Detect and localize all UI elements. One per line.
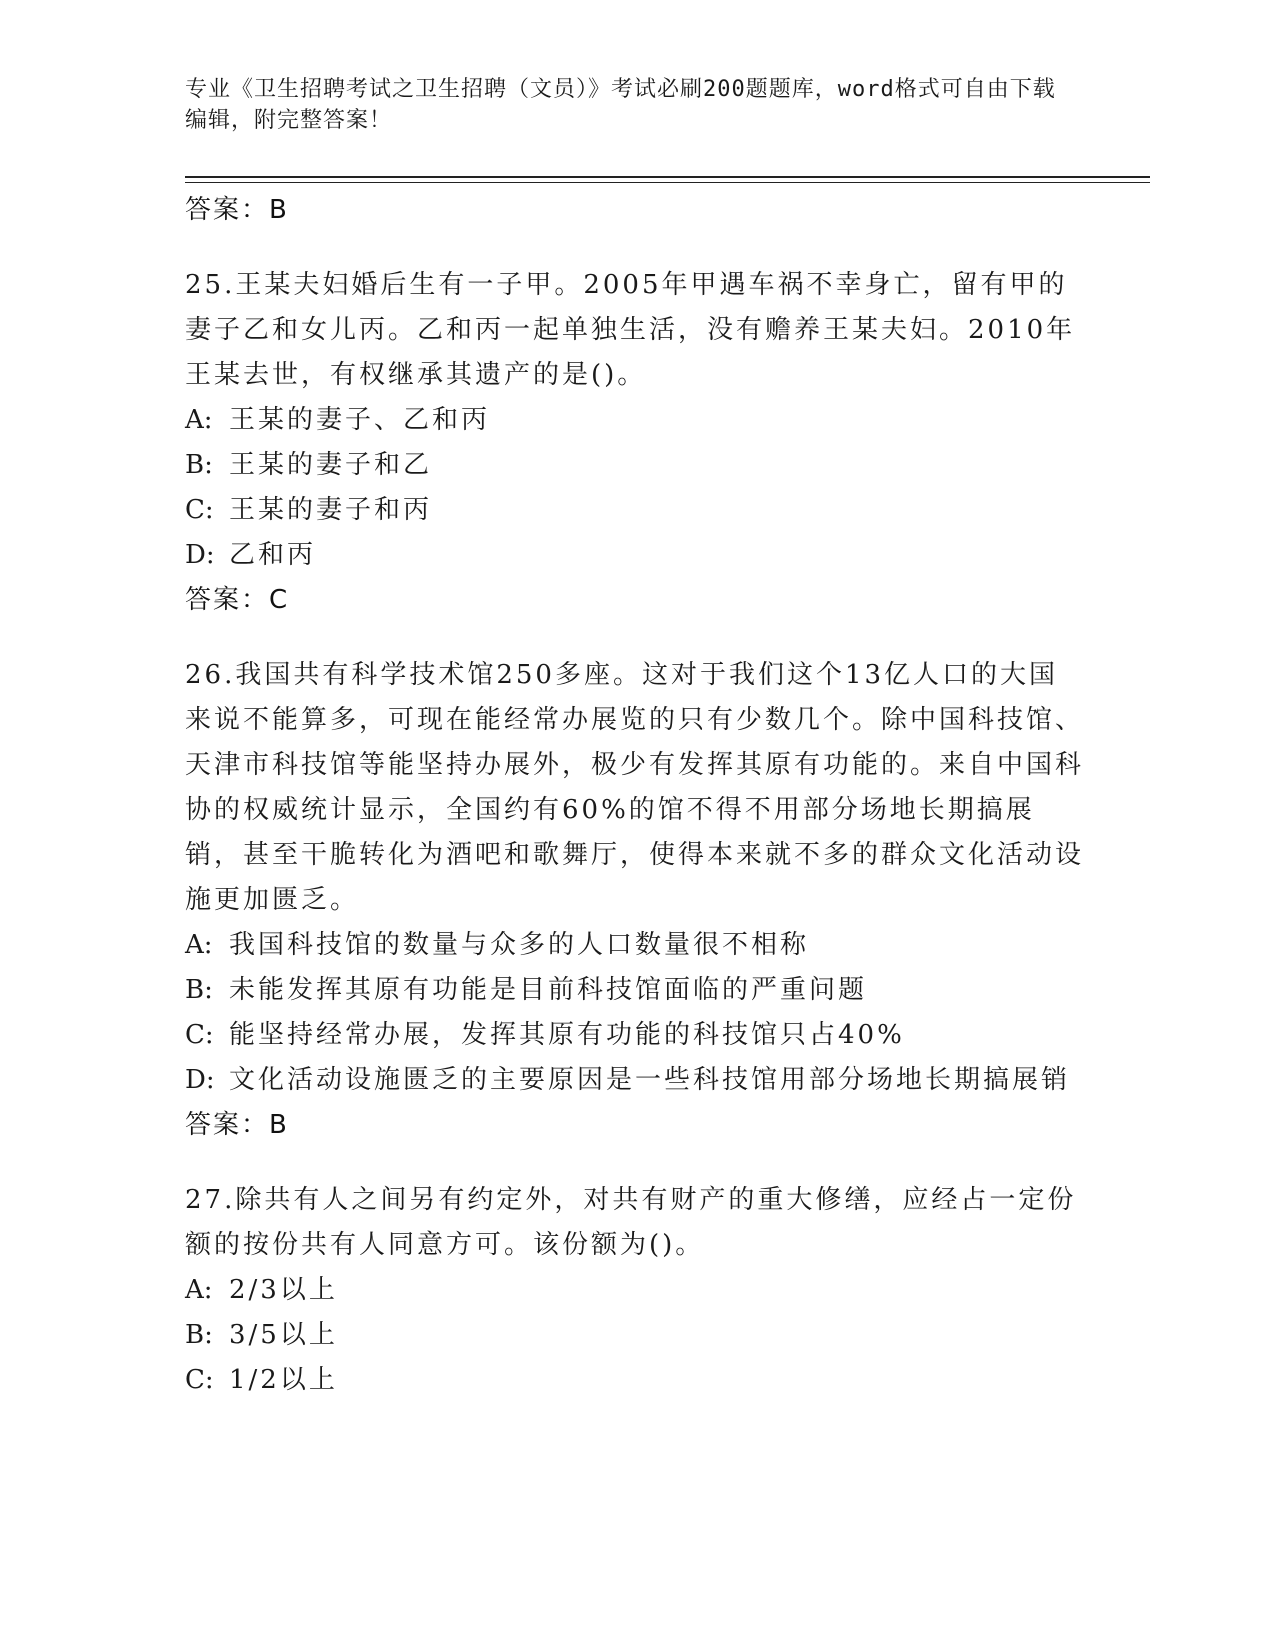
answer-line: 答案：C bbox=[185, 585, 290, 615]
question-text: 27.除共有人之间另有约定外，对共有财产的重大修缮，应经占一定份额的按份共有人同意方可。该份额为()。 bbox=[185, 1185, 1077, 1260]
option-d bbox=[185, 1058, 1085, 1103]
option-b bbox=[185, 443, 1085, 488]
option-d bbox=[185, 533, 1085, 578]
option-c bbox=[185, 1358, 1085, 1403]
option-letter: D: bbox=[185, 1065, 215, 1095]
option-letter: D: bbox=[185, 540, 215, 570]
option-letter: A: bbox=[185, 1275, 213, 1305]
option-text: 2/3以上 bbox=[229, 1275, 338, 1305]
option-letter: B: bbox=[185, 975, 213, 1005]
option-text: 1/2以上 bbox=[229, 1365, 338, 1395]
option-text: 我国科技馆的数量与众多的人口数量很不相称 bbox=[229, 930, 810, 960]
option-c bbox=[185, 1013, 1085, 1058]
option-text: 乙和丙 bbox=[229, 540, 317, 570]
option-text: 未能发挥其原有功能是目前科技馆面临的严重问题 bbox=[229, 975, 868, 1005]
header-rule-thin bbox=[185, 182, 1150, 183]
option-text: 文化活动设施匮乏的主要原因是一些科技馆用部分场地长期搞展销 bbox=[229, 1065, 1071, 1095]
option-b bbox=[185, 1313, 1085, 1358]
page-header-title: 专业《卫生招聘考试之卫生招聘（文员）》考试必刷200题题库，word格式可自由下载编辑，附完整答案！ bbox=[185, 77, 1056, 133]
previous-answer: 答案：B bbox=[185, 195, 289, 225]
question-25 bbox=[185, 263, 1085, 623]
header-rule-thick bbox=[185, 176, 1150, 178]
option-text: 王某的妻子和乙 bbox=[229, 450, 433, 480]
option-text: 王某的妻子、乙和丙 bbox=[229, 405, 491, 435]
option-c bbox=[185, 488, 1085, 533]
answer-line: 答案：B bbox=[185, 1110, 289, 1140]
question-list bbox=[185, 188, 1085, 1403]
question-text: 26.我国共有科学技术馆250多座。这对于我们这个13亿人口的大国来说不能算多，可现在能经常办展览的只有少数几个。除中国科技馆、天津市科技馆等能坚持办展外，极少有发挥其原有功能的。来自中国科协的权威统计显示，全国约有60%的馆不得不用部分场地长期搞展销，甚至干脆转化为酒吧和歌舞厅，使得本来就不多的群众文化活动设施更加匮乏。 bbox=[185, 660, 1085, 915]
question-text: 25.王某夫妇婚后生有一子甲。2005年甲遇车祸不幸身亡，留有甲的妻子乙和女儿丙。乙和丙一起单独生活，没有赡养王某夫妇。2010年王某去世，有权继承其遗产的是()。 bbox=[185, 270, 1076, 390]
option-a bbox=[185, 1268, 1085, 1313]
option-letter: A: bbox=[185, 405, 213, 435]
option-letter: C: bbox=[185, 1365, 214, 1395]
option-text: 3/5以上 bbox=[229, 1320, 338, 1350]
option-letter: B: bbox=[185, 450, 213, 480]
option-letter: B: bbox=[185, 1320, 213, 1350]
option-text: 王某的妻子和丙 bbox=[229, 495, 433, 525]
option-letter: A: bbox=[185, 930, 213, 960]
option-b bbox=[185, 968, 1085, 1013]
question-27 bbox=[185, 1178, 1085, 1403]
option-text: 能坚持经常办展，发挥其原有功能的科技馆只占40% bbox=[229, 1020, 905, 1050]
option-a bbox=[185, 398, 1085, 443]
option-a bbox=[185, 923, 1085, 968]
question-26 bbox=[185, 653, 1085, 1148]
option-letter: C: bbox=[185, 1020, 214, 1050]
option-letter: C: bbox=[185, 495, 214, 525]
